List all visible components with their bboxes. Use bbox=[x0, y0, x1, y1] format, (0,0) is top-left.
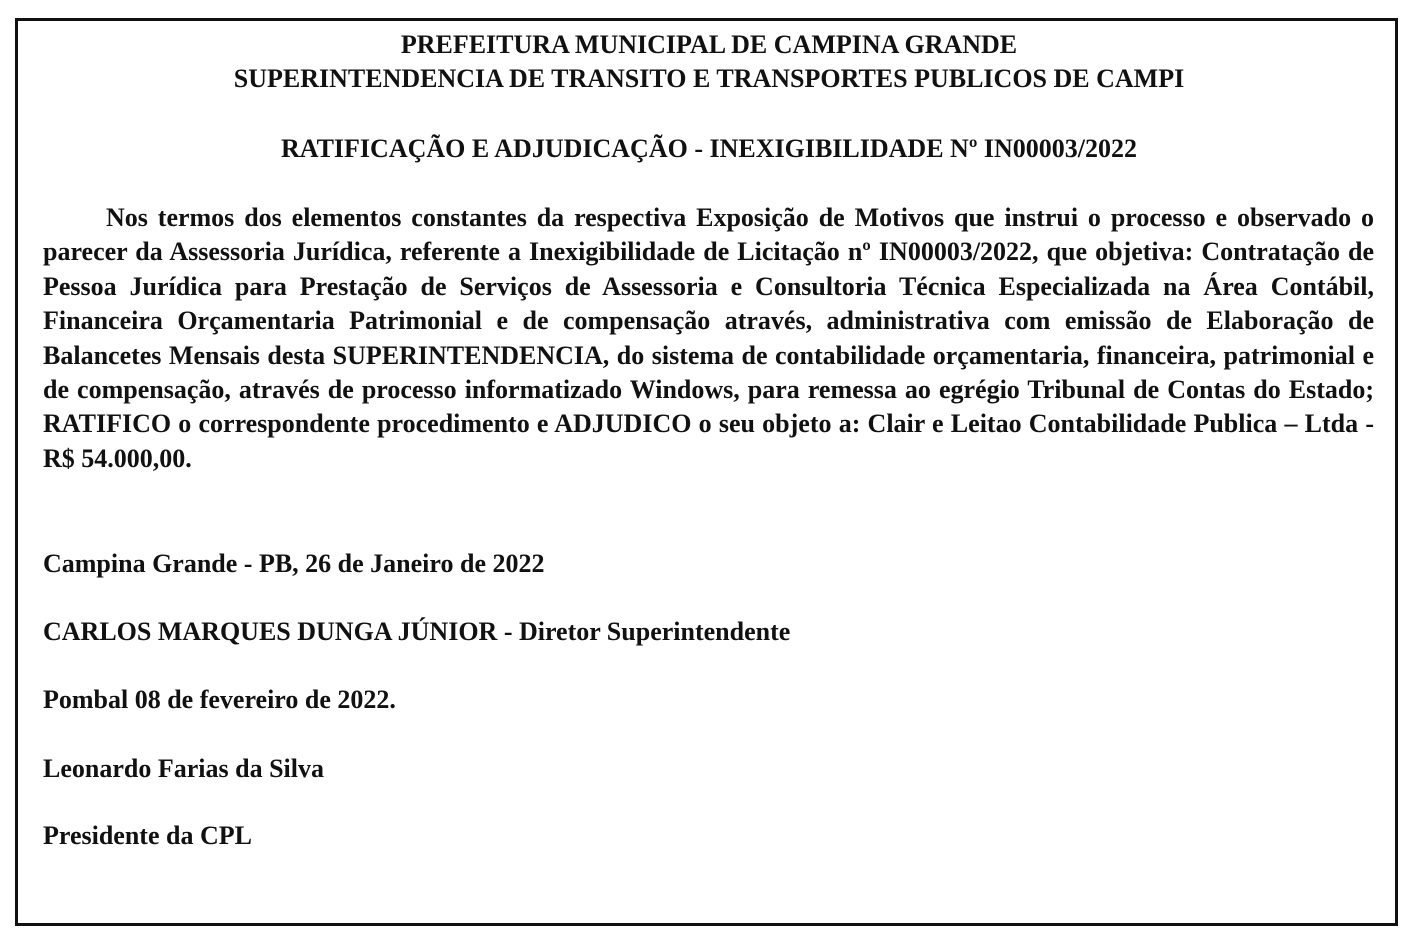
header-municipality: PREFEITURA MUNICIPAL DE CAMPINA GRANDE bbox=[400, 30, 1018, 59]
place-date: Campina Grande - PB, 26 de Janeiro de 2022 bbox=[43, 549, 545, 578]
publication-date: Pombal 08 de fevereiro de 2022. bbox=[43, 685, 396, 714]
president-role: Presidente da CPL bbox=[43, 821, 252, 850]
signatory: CARLOS MARQUES DUNGA JÚNIOR - Diretor Superintendente bbox=[43, 617, 791, 646]
president-name: Leonardo Farias da Silva bbox=[43, 754, 324, 783]
header-agency: SUPERINTENDENCIA DE TRANSITO E TRANSPORTES PUBLICOS DE CAMPI bbox=[233, 64, 1185, 93]
document-title: RATIFICAÇÃO E ADJUDICAÇÃO - INEXIGIBILIDADE Nº IN00003/2022 bbox=[280, 134, 1138, 163]
body-paragraph: Nos termos dos elementos constantes da respectiva Exposição de Motivos que instrui o processo e observado o parecer da Assessoria Jurídica, referente a Inexigibilidade de Licitação nº IN00003/2022, que objetiva: Contratação de Pessoa Jurídica para Prestação de Serviços de Assessoria e Consultoria Técnica Especializada na Área Contábil, Financeira Orçamentaria Patrimonial e de compensação através, administrativa com emissão de Elaboração de Balancetes Mensais desta SUPERINTENDENCIA, do sistema de contabilidade orçamentaria, financeira, patrimonial e de compensação, através de processo informatizado Windows, para remessa ao egrégio Tribunal de Contas do Estado; RATIFICO o correspondente procedimento e ADJUDICO o seu objeto a: Clair e Leitao Contabilidade Publica – Ltda - R$ 54.000,00. bbox=[43, 203, 1374, 473]
